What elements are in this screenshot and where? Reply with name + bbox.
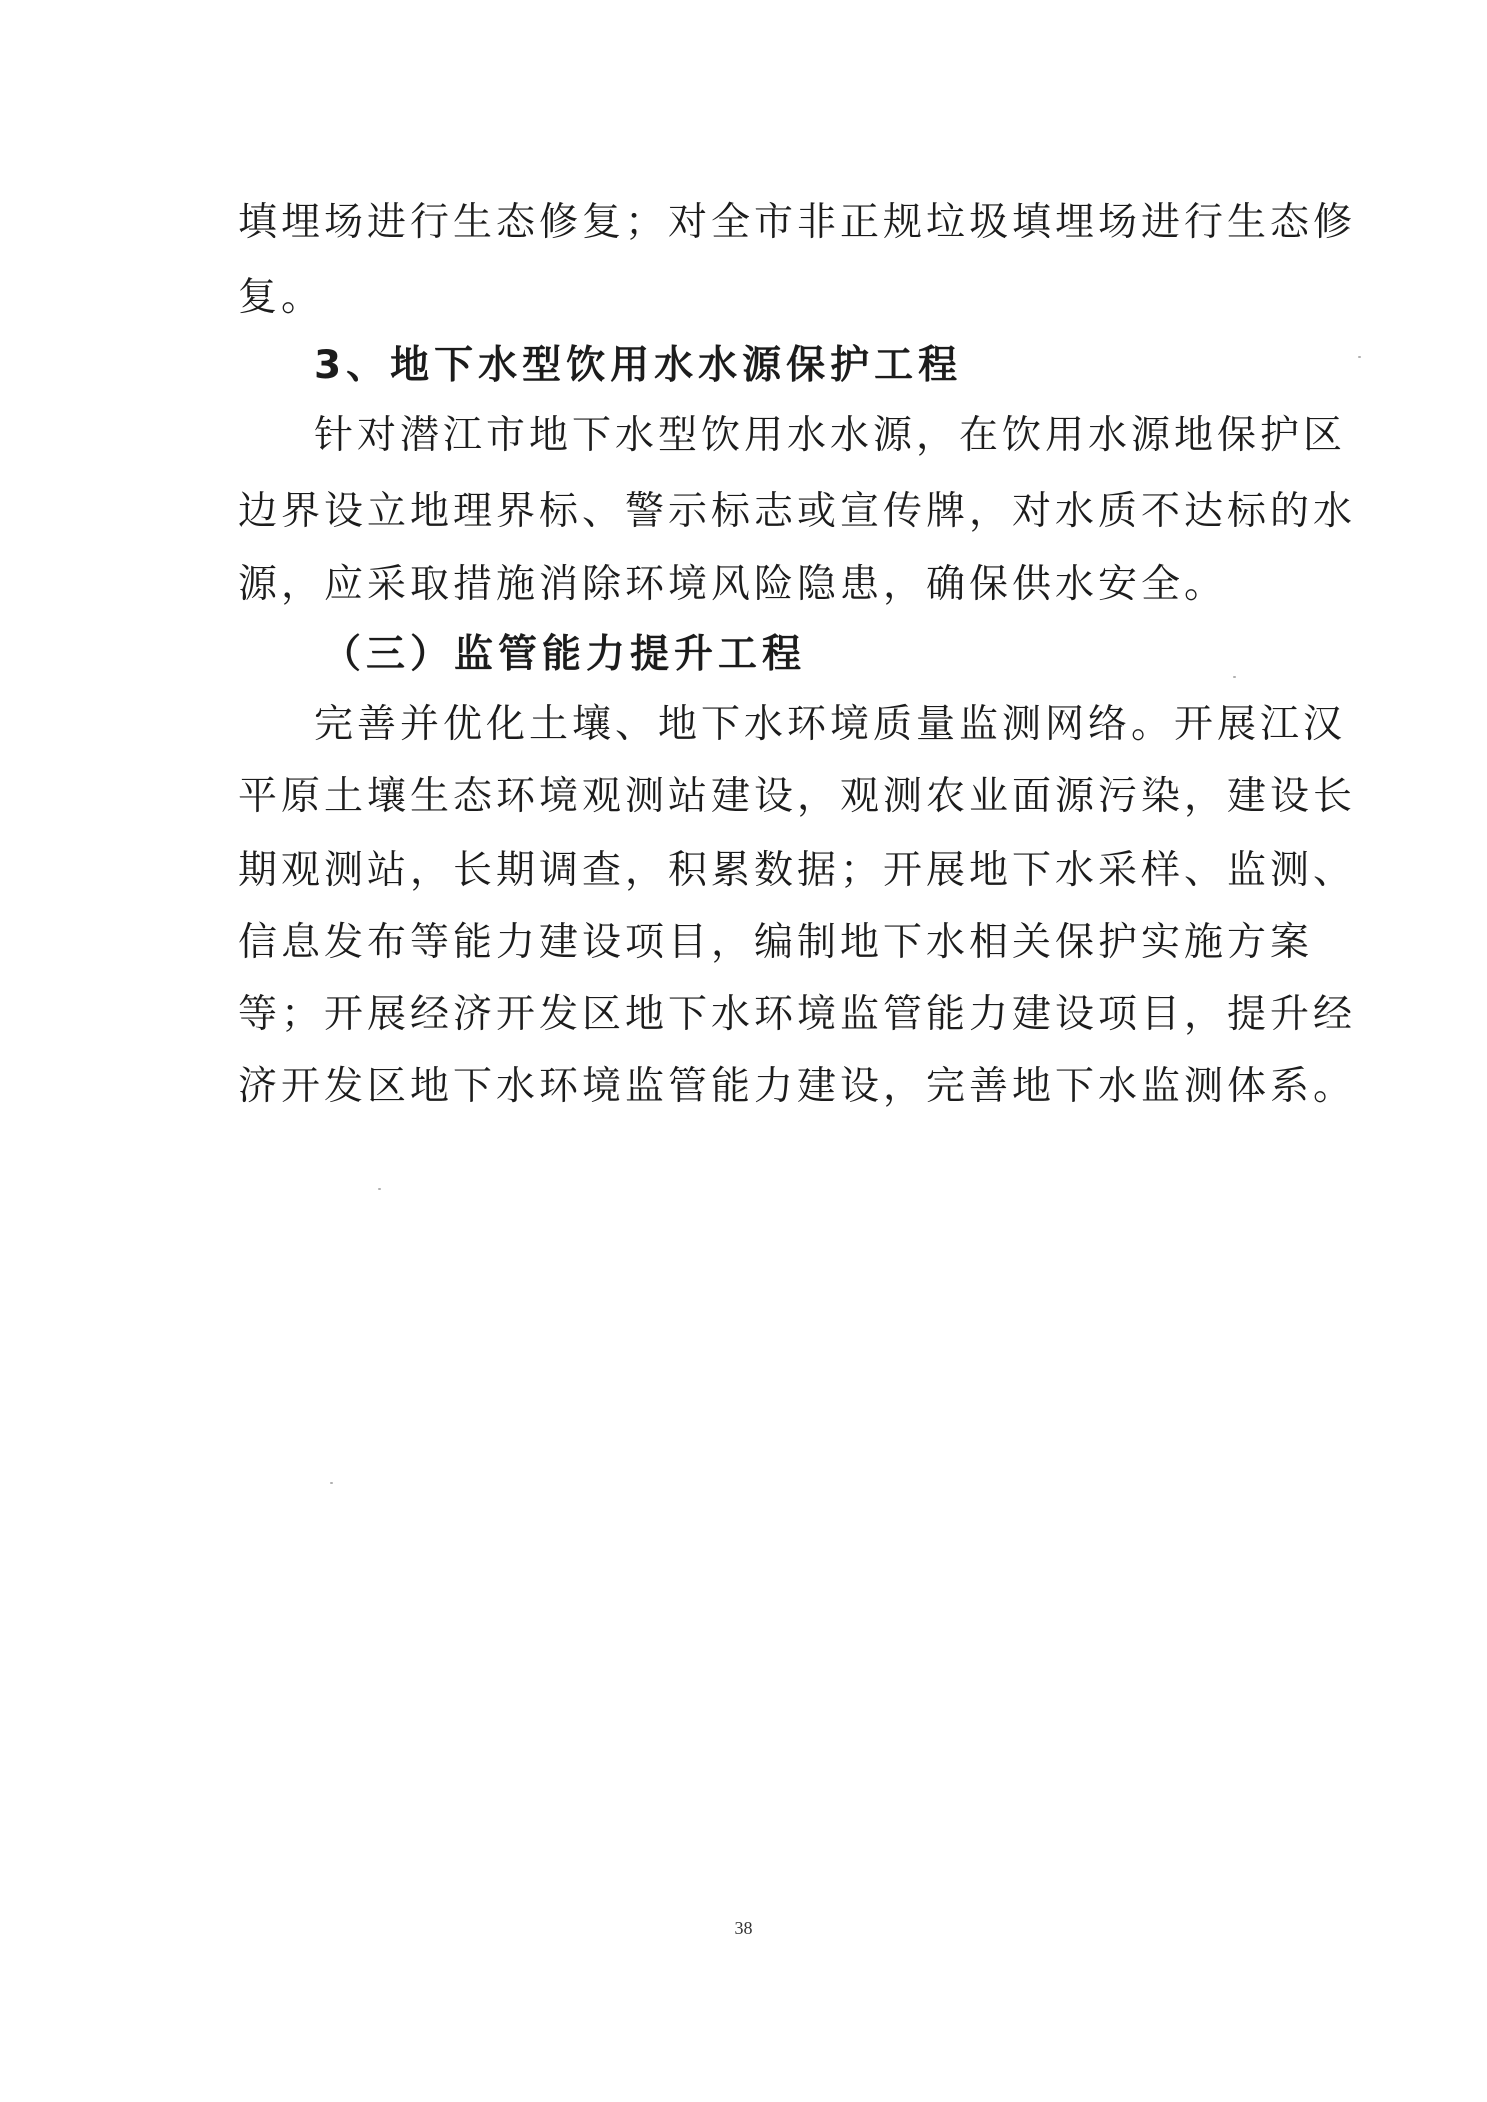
scan-speck: [1358, 356, 1361, 358]
section-heading: 3、地下水型饮用水水源保护工程: [314, 343, 963, 388]
paragraph-line: 边界设立地理界标、警示标志或宣传牌，对水质不达标的水: [238, 489, 1357, 534]
paragraph-line: 信息发布等能力建设项目，编制地下水相关保护实施方案: [238, 920, 1314, 965]
paragraph-line: 复。: [238, 275, 325, 320]
section-heading: （三）监管能力提升工程: [322, 632, 807, 677]
scan-speck: [330, 1482, 333, 1484]
paragraph-line: 源，应采取措施消除环境风险隐患，确保供水安全。: [238, 562, 1228, 607]
paragraph-line: 济开发区地下水环境监管能力建设，完善地下水监测体系。: [238, 1064, 1357, 1109]
paragraph-line: 填埋场进行生态修复；对全市非正规垃圾填埋场进行生态修: [238, 200, 1357, 245]
paragraph-line: 期观测站，长期调查，积累数据；开展地下水采样、监测、: [238, 848, 1357, 893]
paragraph-line: 平原土壤生态环境观测站建设，观测农业面源污染，建设长: [238, 774, 1357, 819]
paragraph-line: 针对潜江市地下水型饮用水水源，在饮用水源地保护区: [314, 413, 1347, 458]
scan-speck: [1233, 676, 1236, 678]
page-number: 38: [734, 1918, 753, 1938]
paragraph-line: 完善并优化土壤、地下水环境质量监测网络。开展江汉: [314, 702, 1347, 747]
paragraph-line: 等；开展经济开发区地下水环境监管能力建设项目，提升经: [238, 992, 1357, 1037]
scan-speck: [378, 1188, 381, 1190]
